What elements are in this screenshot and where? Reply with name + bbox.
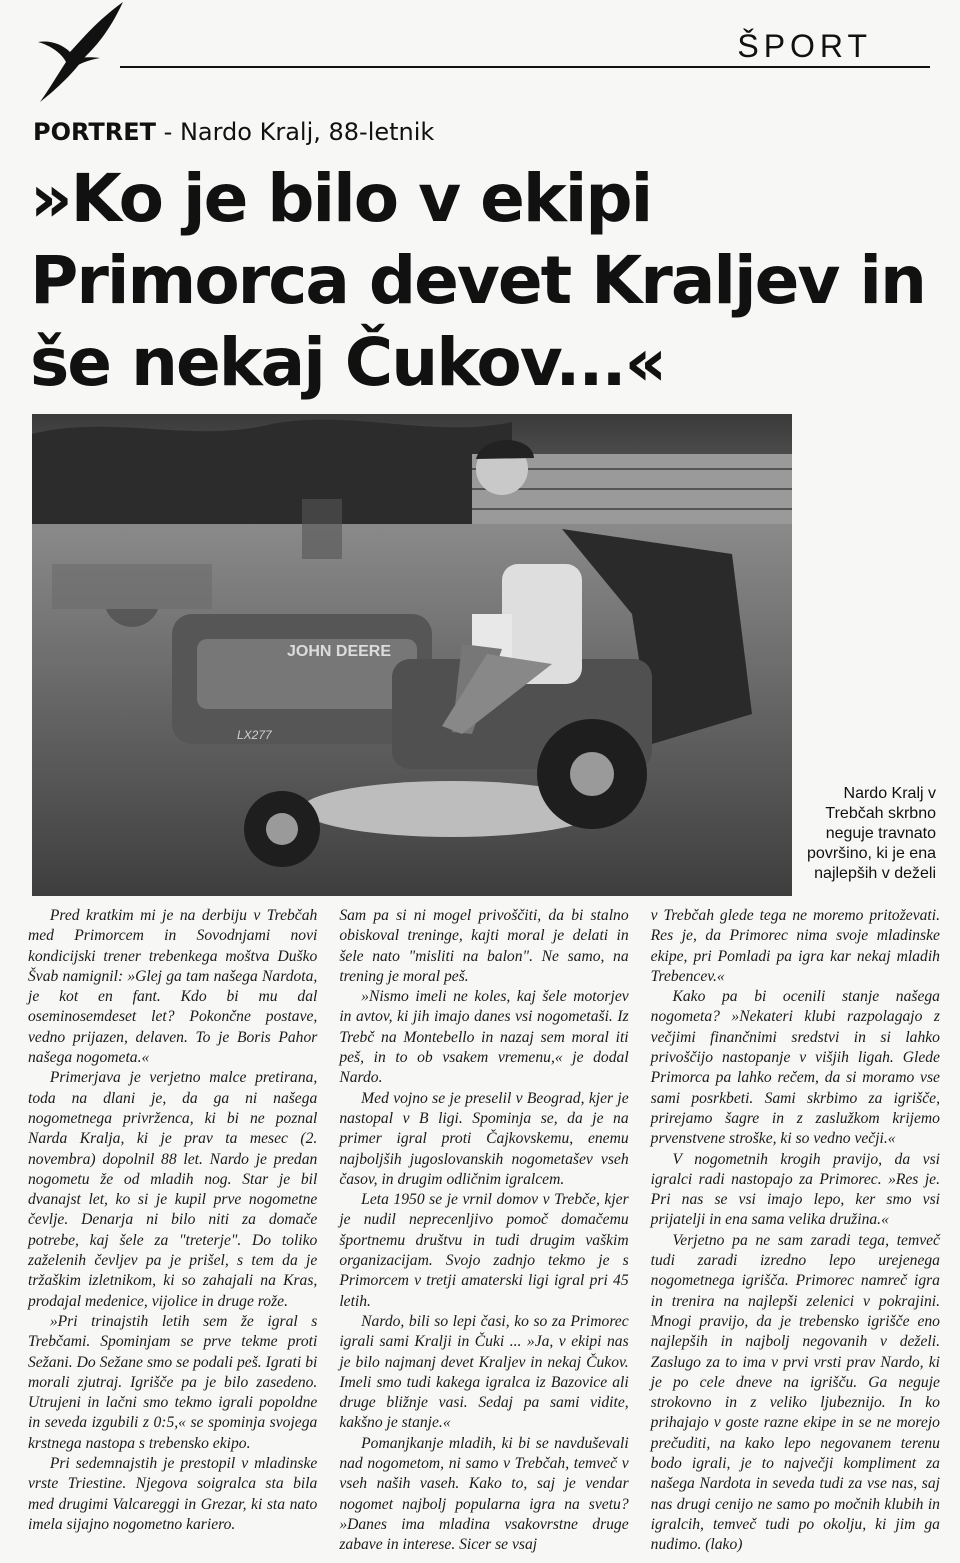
kicker-text: - Nardo Kralj, 88-letnik [163, 118, 435, 146]
article-column-3 [651, 906, 940, 1556]
paragraph: Med vojno se je preselil v Beograd, kjer je nastopal v B ligi. Spominja se, da je na primer igral proti Čajkovskemu, enemu najboljših jugoslovanskih nogometašev vseh časov, in drugim odličnim igralcem. [339, 1089, 629, 1188]
tractor-brand: JOHN DEERE [287, 643, 392, 660]
paragraph: »Nismo imeli ne koles, kaj šele motorjev in avtov, ki jih imajo danes vsi nogometaši. Iz Trebč na Montebello in nazaj sem moral iti peš, in to ob vsakem vremenu,« je dodal Nardo. [339, 988, 629, 1087]
paragraph: v Trebčah glede tega ne moremo pritoževati. Res je, da Primorec nima svoje mladinske ekipe, pri Pomladi pa igra kar nekaj mladih Trebencev.« [650, 907, 940, 985]
paragraph: Leta 1950 se je vrnil domov v Trebče, kjer je nudil neprecenljivo pomoč domačemu športnemu društvu in tudi drugim vaškim organizacijam. Svojo zadnjo tekmo je s Primorcem v tretji amaterski ligi igral pri 45 letih. [339, 1191, 629, 1310]
paragraph: Pred kratkim mi je na derbiju v Trebčah med Primorcem in Sovodnjami novi kondicijski trener trebenkega moštva Duško Švab namignil: »Glej ga tam našega Nardota, je kot en fant. Kdo bi mu dal oseminosemdeset let? Pokončne postave, vedno prijazen, delaven. To je Boris Pahor našega nogometa.« [28, 907, 318, 1067]
headline: »Ko je bilo v ekipi Primorca devet Kraljev in še nekaj Čukov...« [30, 160, 926, 401]
paragraph: Pomanjkanje mladih, ki bi se navduševali nad nogometom, ni samo v Trebčah, temveč v vseh naših vaseh. Kako to, saj je vendar nogomet najbolj popularna igra na svetu? »Danes ima mladina vsakovrstne druge zabave in interese. Sicer se vsaj [339, 1434, 629, 1554]
section-title: ŠPORT [737, 28, 872, 64]
article-column-1 [28, 906, 317, 1556]
photo-caption: Nardo Kralj v Trebčah skrbno neguje travnato površino, ki je ena najlepših v deželi [807, 785, 936, 882]
article-body [28, 906, 940, 1556]
article-photo [32, 414, 792, 896]
paragraph: V nogometnih krogih pravijo, da vsi igralci radi nastopajo za Primorec. »Res je. Pri nas se vsi imajo lepo, ker smo vsi prijatelji in ena sama velika družina.« [650, 1150, 940, 1229]
tractor-photo-illustration [32, 414, 792, 896]
article-column-2 [339, 906, 628, 1556]
header-rule [120, 66, 930, 68]
article-kicker [33, 118, 434, 146]
paragraph: Nardo, bili so lepi časi, ko so za Primorec igrali sami Kralji in Čuki ... »Ja, v ekipi nas je bilo najmanj devet Kraljev in nekaj Čukov. Imeli smo tudi kakega igralca iz Bazovice ali druge bližnje vasi. Sedaj pa sami vidite, kakšno je stanje.« [339, 1312, 629, 1432]
paragraph: Pri sedemnajstih je prestopil v mladinske vrste Triestine. Njegova soigralca sta bila med drugimi Valcareggi in Grezar, ki sta nato imela sijajno nogometno kariero. [28, 1455, 318, 1533]
paragraph: Sam pa si ni mogel privoščiti, da bi stalno obiskoval treninge, kajti moral je delati in šele nato "misliti na balon". Ne samo, na trening je moral peš. [339, 907, 629, 985]
paragraph: Primerjava je verjetno malce pretirana, toda na dlani je, da ga ni našega nogometnega privrženca, ki bi ne poznal Narda Kralja, ki je prav ta mesec (2. novembra) dopolnil 88 let. Nardo je predan nogometu že od mladih nog. Star je bil dvanajst let, ko si je kupil prve nogometne čevlje. Denarja ni bilo niti za domače potrebe, kaj šele za "treterje". Do toliko zaželenih čevljev pa je prišel, s tem da je tržaškim izletnikom, ki so zahajali na Kras, prodajal medenice, vijolice in druge rože. [28, 1069, 318, 1310]
paragraph: »Pri trinajstih letih sem že igral s Trebčami. Spominjam se prve tekme proti Sežani. Do Sežane smo se podali peš. Igrati bi morali zjutraj. Igrišče pa je bilo zasedeno. Utrujeni in lačni smo tekmo igrali popoldne in seveda izgubili z 0:5,« se spominja svojega krstnega nastopa s trebensko ekipo. [28, 1312, 318, 1452]
tractor-model: LX277 [237, 728, 272, 742]
paragraph: Kako pa bi ocenili stanje našega nogometa? »Nekateri klubi razpolagajo z večjimi finančnimi sredstvi in si lahko privoščijo nastopanje v višjih ligah. Glede Primorca pa lahko rečem, da si moramo vse sami posrkbeti. Sami skrbimo za igrišče, prirejamo šagre in z zaslužkom krijemo prvenstvene stroške, ki so vedno večji.« [650, 988, 940, 1148]
paragraph: Verjetno pa ne sam zaradi tega, temveč tudi zaradi izredno lepo urejenega nogometnega igrišča. Primorec namreč igra in trenira na najlepši zelenici v pokrajini. Mnogi pravijo, da je trebensko igrišče eno najlepših in najbolj negovanih v deželi. Zaslugo za to ima v prvi vrsti prav Nardo, ki je po cele dneve na igrišču. Ga neguje strokovno in z veliko ljubeznijo. In ko prihajajo v goste razne ekipe in se ne morejo prečuditi, na kako lepo negovanem terenu bodo igrali, je to največji kompliment za našega Nardota in seveda tudi za vse nas, saj nas drugi cenijo ne samo po močnih klubih in igralcih, temveč tudi po okolju, ki jim ga nudimo. (lako) [650, 1231, 940, 1554]
kicker-label: PORTRET [33, 118, 157, 146]
seagull-logo [28, 0, 128, 105]
